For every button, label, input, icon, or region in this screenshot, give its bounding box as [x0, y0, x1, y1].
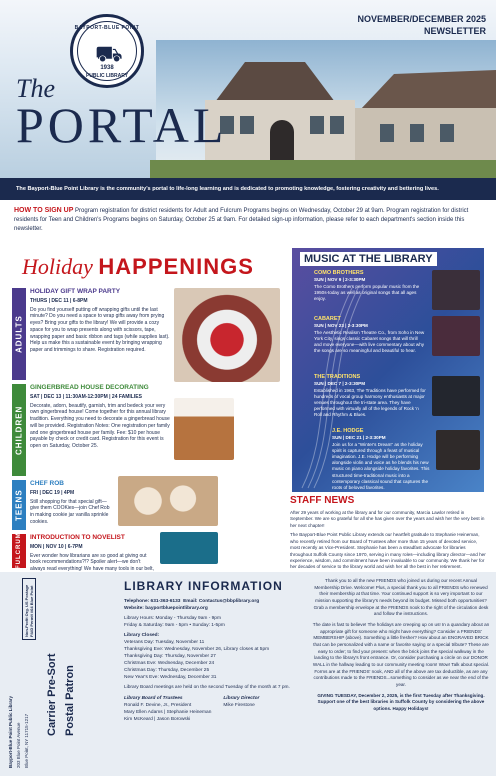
cart-icon: ⛟: [95, 41, 123, 66]
event-title: CABARET: [314, 316, 341, 322]
tab-adults: ADULTS: [12, 288, 26, 380]
signup-text: Program registration for district residents for Adult and Fulcrum Programs begins on Wednesday, October 29 at 9am. Program registration for district residents for Teen and Children's Programs begins on Saturday, October 25 at 9am. For detailed sign-up information, please refer to each department's section inside this newsletter.: [14, 208, 469, 232]
staff-news-p2: The Bayport-Blue Point Public Library extends our heartfelt gratitude to Stephanie Heineman, who recently retired from our Board of Trustees after more than 15 years of devoted service, most recently as Vice-President. Stephanie has been a steadfast advocate for libraries throughout Suffolk County since 1970, serving in many roles—including library director—and her experience, wisdom, and commitment have been invaluable to our community. We thank her for her decades of service to the library world and wish her all the best in her retirement.: [290, 532, 486, 570]
cookies-photo: [118, 476, 218, 526]
library-information: [124, 578, 308, 724]
logo-year: 1938: [100, 65, 114, 71]
music-event-como: [314, 270, 426, 302]
logo-bottom-text: PUBLIC LIBRARY: [85, 73, 129, 79]
info-website: Website: bayportbluepointlibrary.org: [124, 606, 208, 612]
closed-2: Thanksgiving Eve: Wednesday, November 26, Library closes at 5pm: [124, 647, 270, 653]
issue-date: [357, 14, 486, 37]
music-event-cabaret: [314, 316, 426, 354]
event-text: The Aesthetic Realism Theatre Co., from Soho in New York City, sings classic Cabaret songs that will thrill and move everyone—with live commentary about why the songs are so meaningful and beautiful to hear.: [314, 329, 425, 354]
event-date: SUN | DEC 7 | 2-3:30PM: [314, 381, 366, 387]
issue-line1: NOVEMBER/DECEMBER 2025: [357, 14, 486, 24]
library-window: [380, 124, 394, 142]
closed-5: Christmas Day: Thursday, December 25: [124, 667, 210, 673]
return-street: 203 Blue Point Avenue: [16, 722, 21, 768]
event-date: SUN | NOV 9 | 2-3:30PM: [314, 277, 366, 283]
holiday-word: Holiday: [22, 254, 93, 279]
staff-news-title: STAFF NEWS: [290, 495, 355, 506]
library-logo: [70, 14, 144, 88]
event-text: Still shopping for that special gift—give them COOKies—join Chef Rob in making cookie jar vanilla sprinkle cookies.: [30, 498, 110, 525]
director-title: Library Director: [223, 695, 260, 701]
director-name: Mike Firestone: [223, 702, 255, 708]
director-col: [223, 696, 259, 724]
logo-top-text: BAYPORT-BLUE POINT: [74, 25, 140, 31]
mission-statement: The Bayport-Blue Point Library is the community's portal to life-long learning and is dedicated to promoting knowledge, fostering creativity and bettering lives.: [0, 178, 496, 200]
como-photo: [432, 270, 480, 310]
info-title: LIBRARY INFORMATION: [124, 579, 283, 593]
signup-heading: HOW TO SIGN UP: [14, 207, 74, 214]
board-meetings: Library Board meetings are held on the second Tuesday of the month at 7 pm.: [124, 684, 290, 690]
event-title: INTRODUCTION TO NOVELIST: [30, 534, 125, 541]
library-wall-wing: [355, 108, 496, 160]
event-chef-rob: [30, 480, 114, 526]
trustees-row: [124, 696, 308, 724]
event-text: Decorate, adorn, beautify, garnish, trim and bedeck your very own gingerbread house! Come together for this annual library tradition. Everything you need to decorate a gingerbread house will be provided. Registration Notes: One registration per family and one gingerbread house per family. Fee: $10 per house payable by check or credit card. Registration for this event is open on Saturday, October 25.: [30, 402, 170, 450]
event-date: SUN | DEC 21 | 2-3:30PM: [332, 435, 386, 441]
postal-patron: [46, 596, 88, 736]
friends-thanks: [312, 578, 490, 712]
traditions-photo: [432, 376, 480, 416]
library-window: [330, 116, 344, 134]
event-date: SUN | NOV 23 | 2-3:30PM: [314, 323, 368, 329]
carrier-presort: Carrier Pre-Sort: [46, 653, 58, 736]
masthead-title: PORTAL: [16, 97, 228, 153]
music-section: [292, 248, 484, 492]
trustees-2: Mary Ellen Adams | Stephanie Heineman: [124, 709, 212, 715]
staff-news-p1: After 29 years of working at the library and for our community, Marcia Lawlor retired in September. We are so grateful for all she has given over the years and wish her the very best in her next chapter!: [290, 510, 485, 528]
tab-fulcrum: FULCRUM: [12, 534, 26, 568]
gift-wrap-photo: [174, 288, 280, 382]
music-event-hodge: [332, 428, 432, 491]
trustees-col: [124, 696, 211, 724]
event-text: Join us for a "Winter's Dream" as the holiday spirit is captured through a feast of musical imagination. J.E. Hodge will be performing alongside violin and voice as he blends his new music on piano alongside holiday favorites. This structured time-traditional music into a contemporary classical sound that captures the roots of beloved favorites.: [332, 441, 430, 490]
signup-info: [14, 206, 484, 234]
tab-teens: TEENS: [12, 480, 26, 530]
happenings-title: [22, 254, 254, 280]
event-title: J.E. HODGE: [332, 428, 364, 434]
trustees-3: Kim McKeard | Jason Borowski: [124, 716, 191, 722]
info-hours2: Friday & Saturday: 9am - 5pm • Sunday: 1-5pm: [124, 623, 225, 629]
thanks-p1: Thank you to all the new FRIENDS who joined us during our recent Annual Membership Drive. Welcome! Plus, a special thank you to all FRIENDS who renewed their membership at that time. Your continued support is so very important to our mission supporting the library's needs beyond its budget. Missed both opportunities? Grab a membership envelope at the FRIENDS nook to the right of the circulation desk and follow the instructions.: [313, 578, 489, 617]
event-title: COMO BROTHERS: [314, 270, 364, 276]
event-gift-wrap: [30, 288, 170, 354]
return-address: [8, 576, 38, 772]
library-window: [410, 124, 424, 142]
masthead-the: The: [16, 74, 55, 103]
event-text: Ever wonder how librarians are so good at giving out book recommendations?!? Spoiler alert—we don't always read everything! We have many tools in our belt,: [30, 552, 154, 573]
postal-patron-text: Postal Patron: [64, 665, 76, 736]
music-event-traditions: [314, 374, 426, 419]
thanks-p3: GIVING TUESDAY, December 2, 2025, is the first Tuesday after Thanksgiving. Support one of the best libraries in Suffolk County by considering the above options. Happy Holidays!: [317, 692, 485, 711]
info-hours: Library Hours: Monday - Thursday 9am - 9pm: [124, 616, 221, 622]
event-title: HOLIDAY GIFT WRAP PARTY: [30, 288, 121, 295]
masthead-banner: [0, 0, 496, 178]
email-text: Email: Contactus@bbplibrary.org: [183, 599, 260, 605]
event-text: The Como Brothers perform popular music from the 1950s-today as well as original songs that all ages enjoy.: [314, 283, 420, 301]
event-gingerbread: [30, 384, 170, 450]
trustees-1: Ronald F. Devine, Jr., President: [124, 702, 192, 708]
holiday-happenings: [12, 248, 284, 573]
event-date: FRI | DEC 19 | 4PM: [30, 489, 75, 496]
issue-line2: NEWSLETTER: [424, 25, 486, 36]
closed-1: Veterans Day: Tuesday, November 11: [124, 640, 205, 646]
closed-title: Library Closed:: [124, 633, 160, 639]
event-date: SAT | DEC 13 | 11:30AM-12:30PM | 24 FAMILIES: [30, 393, 142, 400]
library-window: [440, 124, 454, 142]
closed-6: New Year's Eve: Wednesday, December 31: [124, 674, 217, 680]
event-title: GINGERBREAD HOUSE DECORATING: [30, 384, 149, 391]
novelist-logo: [160, 532, 218, 564]
event-date: MON | NOV 10 | 6-7PM: [30, 543, 83, 550]
library-window: [310, 116, 324, 134]
staff-news: [290, 494, 486, 570]
music-title: MUSIC AT THE LIBRARY: [300, 252, 437, 266]
library-door: [270, 120, 294, 160]
thanks-p2: The date is fast to believe! The holidays are creeping up on us! In a quandary about an appropriate gift for someone who might have everything? Consider a FRIENDS' MEMBERSHIP (above). Something a little fresher? How about an ENGRAVED BRICK that can be personalized with a name or favorite saying or a special tribute? These are easy to order; to find your present: when the brick joins the special walkway in the landing to the library's front entrance. Or, consider purchasing a circle on our DONOR WALL in the hallway leading to our community meeting room! Wow! Talk about special. Forms are at the FRIENDS' nook, AND all of the above are tax deductible, as are any contributions made to the FRIENDS...something to consider as we near the end of the year.: [312, 621, 490, 687]
closed-3: Thanksgiving Day: Thursday, November 27: [124, 654, 216, 660]
hodge-photo: [436, 430, 480, 470]
library-window: [240, 116, 254, 134]
tab-children: CHILDREN: [12, 384, 26, 476]
trustees-title: Library Board of Trustees: [124, 695, 183, 701]
return-name: Bayport-Blue Point Public Library: [8, 695, 13, 768]
gingerbread-photo: [174, 398, 234, 460]
closed-4: Christmas Eve: Wednesday, December 24: [124, 661, 215, 667]
return-city: Blue Point, NY 11715-1217: [24, 713, 29, 768]
event-date: THURS | DEC 11 | 6-8PM: [30, 297, 88, 304]
event-title: THE TRADITIONS: [314, 374, 361, 380]
happenings-word: HAPPENINGS: [98, 254, 254, 279]
event-text: Established in 1963, The Traditions have performed for hundreds of vocal group harmony enthusiasts at major venues throughout the tri-state area. They have performed with virtually all of the legends of Rock 'n Roll and Rhythm & Blues.: [314, 387, 426, 418]
event-title: CHEF ROB: [30, 480, 64, 487]
lawn: [150, 160, 496, 178]
cabaret-photo: [432, 316, 480, 356]
event-text: Do you find yourself putting off wrapping gifts until the last minute? Do you need a space to wrap gifts away from prying eyes? Bring your gifts to the library! We will provide a cozy space for you to wrap presents along with scissors, tape, wrapping paper and basic ribbon and tags (while supplies last). Help us make this a sustainable event by bringing wrapping paper and trimmings to share. Registration required.: [30, 306, 170, 354]
phone-text: Telephone: 631-363-6133: [124, 599, 181, 605]
postage-permit: Non-Profit Org. US Postage PAID Permit #64 Blue Point: [22, 578, 36, 640]
